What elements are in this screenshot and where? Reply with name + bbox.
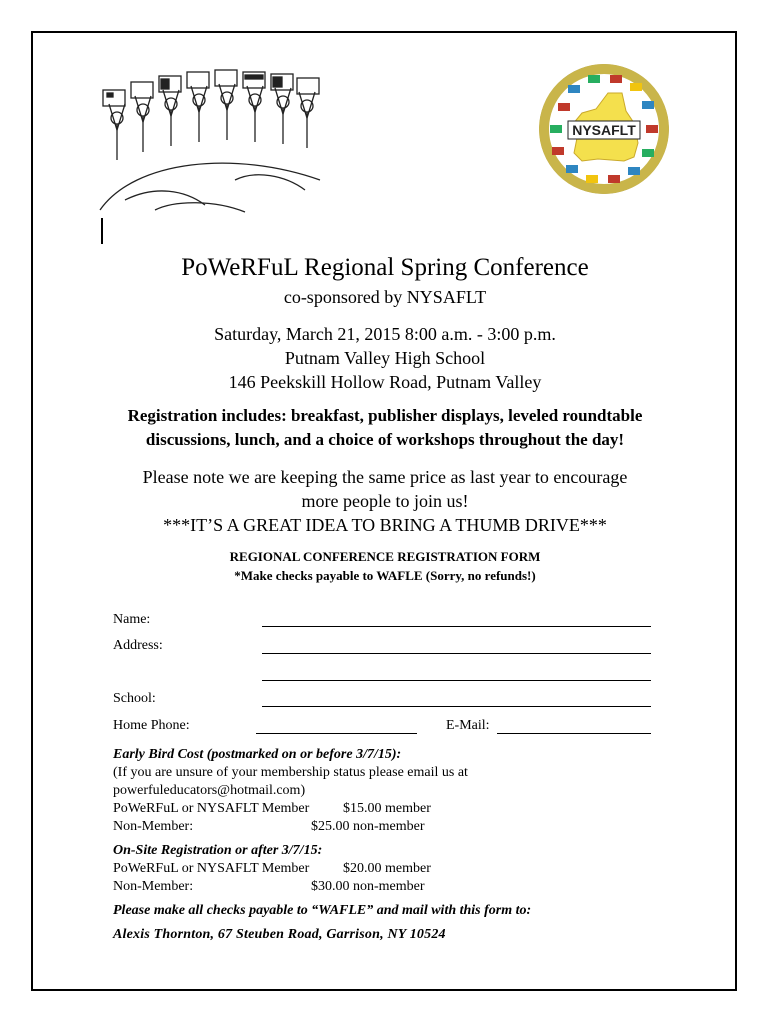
- nysaflt-seal-logo: [538, 63, 670, 195]
- checks-payable-note: *Make checks payable to WAFLE (Sorry, no refunds!): [234, 568, 536, 583]
- children-flags-illustration: [95, 60, 325, 220]
- name-label: Name:: [113, 612, 151, 627]
- event-date-time: Saturday, March 21, 2015 8:00 a.m. - 3:00 p.m.: [214, 324, 556, 344]
- event-details: [0, 322, 770, 394]
- onsite-member-price: $20.00 member: [343, 861, 431, 876]
- address-label: Address:: [113, 638, 163, 653]
- nonmember-label: Non-Member:: [113, 879, 194, 894]
- email-field-line[interactable]: [497, 733, 651, 734]
- early-nonmember-price: $25.00 non-member: [311, 819, 425, 834]
- address-field-line-2[interactable]: [262, 680, 651, 681]
- name-field-line[interactable]: [262, 626, 651, 627]
- event-venue: Putnam Valley High School: [284, 348, 486, 368]
- home-phone-field-line[interactable]: [256, 733, 417, 734]
- member-label: PoWeRFuL or NYSAFLT Member: [113, 861, 310, 876]
- email-label: E-Mail:: [446, 718, 490, 733]
- membership-email: powerfuleducators@hotmail.com): [113, 783, 306, 798]
- early-bird-heading: Early Bird Cost (postmarked on or before 3/7/15):: [113, 747, 402, 762]
- thumb-drive-note: ***IT’S A GREAT IDEA TO BRING A THUMB DRIVE***: [163, 515, 607, 535]
- text-cursor: [101, 218, 103, 244]
- pricing-section: [113, 746, 673, 944]
- registration-includes: [0, 404, 770, 452]
- note-line-2: more people to join us!: [301, 491, 469, 511]
- address-field-line-1[interactable]: [262, 653, 651, 654]
- includes-line-1: Registration includes: breakfast, publisher displays, leveled roundtable: [127, 406, 643, 425]
- page-title: PoWeRFuL Regional Spring Conference: [181, 254, 589, 281]
- form-heading-block: [0, 547, 770, 585]
- early-member-price: $15.00 member: [343, 801, 431, 816]
- mail-instruction: Please make all checks payable to “WAFLE” and mail with this form to:: [113, 903, 532, 918]
- form-heading: REGIONAL CONFERENCE REGISTRATION FORM: [229, 549, 541, 564]
- early-member-row: [113, 800, 673, 818]
- onsite-nonmember-price: $30.00 non-member: [311, 879, 425, 894]
- onsite-heading: On-Site Registration or after 3/7/15:: [113, 843, 323, 858]
- includes-line-2: discussions, lunch, and a choice of workshops throughout the day!: [145, 430, 625, 449]
- school-label: School:: [113, 691, 156, 706]
- mail-address: Alexis Thornton, 67 Steuben Road, Garrison, NY 10524: [113, 927, 446, 942]
- nonmember-label: Non-Member:: [113, 819, 194, 834]
- onsite-nonmember-row: [113, 878, 673, 896]
- seal-text: NYSAFLT: [572, 122, 636, 138]
- price-note: [0, 465, 770, 537]
- note-line-1: Please note we are keeping the same price as last year to encourage: [142, 467, 628, 487]
- home-phone-label: Home Phone:: [113, 718, 190, 733]
- school-field-line[interactable]: [262, 706, 651, 707]
- onsite-member-row: [113, 860, 673, 878]
- membership-note-1: (If you are unsure of your membership status please email us at: [113, 765, 468, 780]
- cosponsor-line: co-sponsored by NYSAFLT: [283, 287, 487, 307]
- event-address: 146 Peekskill Hollow Road, Putnam Valley: [228, 372, 542, 392]
- member-label: PoWeRFuL or NYSAFLT Member: [113, 801, 310, 816]
- early-nonmember-row: [113, 818, 673, 836]
